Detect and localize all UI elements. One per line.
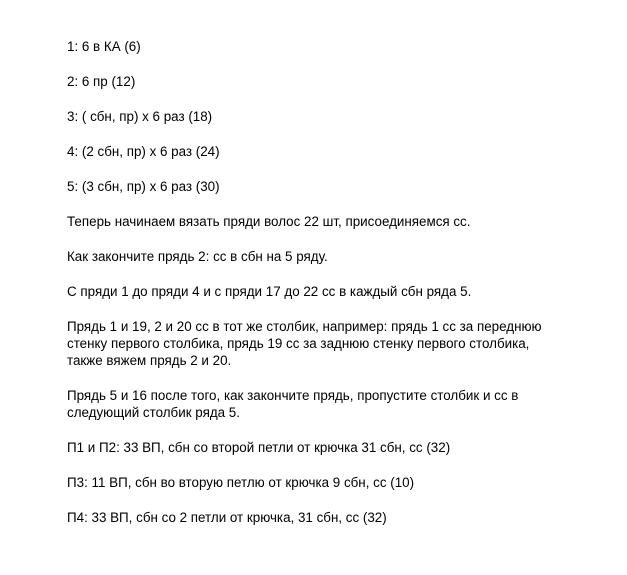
strand-p1-p2: П1 и П2: 33 ВП, сбн со второй петли от крючка 31 сбн, сс (32) bbox=[67, 440, 451, 455]
strands-same-stitch-paragraph bbox=[67, 318, 612, 369]
row-1: 1: 6 в КА (6) bbox=[67, 39, 141, 54]
row-5: 5: (3 сбн, пр) х 6 раз (30) bbox=[67, 179, 220, 194]
row-2: 2: 6 пр (12) bbox=[67, 74, 136, 89]
strands-skip-line-2: следующий столбик ряда 5. bbox=[67, 405, 240, 420]
strands-intro: Теперь начинаем вязать пряди волос 22 шт, присоединяемся сс. bbox=[67, 214, 471, 229]
row-4: 4: (2 сбн, пр) х 6 раз (24) bbox=[67, 144, 220, 159]
strand-2-finish: Как закончите прядь 2: сс в сбн на 5 ряду. bbox=[67, 249, 328, 264]
strands-skip-line-1: Прядь 5 и 16 после того, как закончите прядь, пропустите столбик и сс в bbox=[67, 388, 519, 403]
strands-same-stitch-line-1: Прядь 1 и 19, 2 и 20 сс в тот же столбик, например: прядь 1 сс за переднюю bbox=[67, 319, 542, 334]
strand-p4: П4: 33 ВП, сбн со 2 петли от крючка, 31 сбн, сс (32) bbox=[67, 510, 387, 525]
strands-attach: С пряди 1 до пряди 4 и с пряди 17 до 22 сс в каждый сбн ряда 5. bbox=[67, 284, 472, 299]
document-body bbox=[67, 38, 612, 526]
row-3: 3: ( сбн, пр) х 6 раз (18) bbox=[67, 109, 213, 124]
strands-skip-paragraph bbox=[67, 387, 612, 421]
strands-same-stitch-line-2: стенку первого столбика, прядь 19 сс за заднюю стенку первого столбика, bbox=[67, 336, 530, 351]
strands-same-stitch-line-3: также вяжем прядь 2 и 20. bbox=[67, 353, 232, 368]
strand-p3: П3: 11 ВП, сбн во вторую петлю от крючка 9 сбн, сс (10) bbox=[67, 475, 415, 490]
